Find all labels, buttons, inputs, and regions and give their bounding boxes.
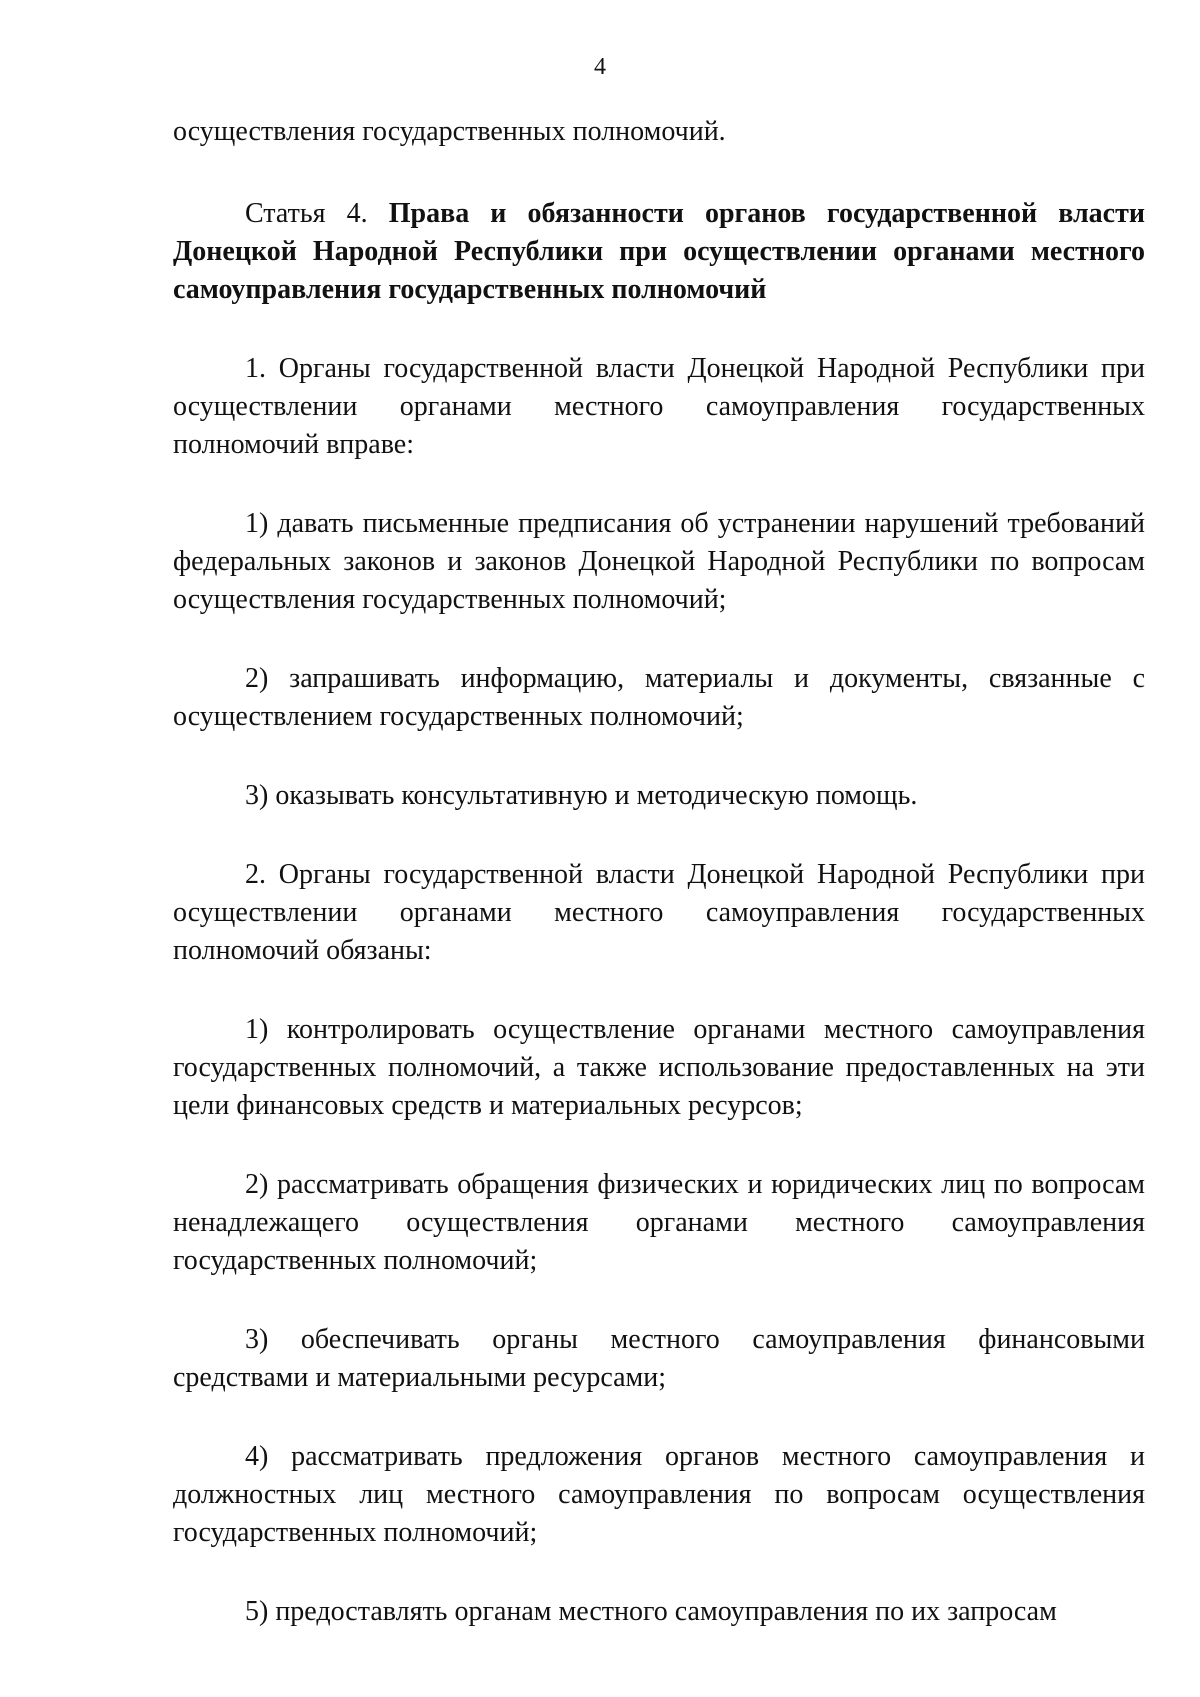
list-item-2-4: 4) рассматривать предложения органов местного самоуправления и должностных лиц местного самоуправления по вопросам осуществления государственных полномочий; xyxy=(173,1441,1145,1548)
article-number: Статья 4. xyxy=(245,198,389,229)
list-item-2-3: 3) обеспечивать органы местного самоуправления финансовыми средствами и материальными ресурсами; xyxy=(173,1324,1145,1393)
list-item-1-3: 3) оказывать консультативную и методическую помощь. xyxy=(245,780,918,811)
article-title: Права и обязанности органов государственной власти Донецкой Народной Республики при осуществлении органами местного самоуправления государственных полномочий xyxy=(173,198,1145,305)
list-item-2-1: 1) контролировать осуществление органами местного самоуправления государственных полномочий, а также использование предоставленных на эти цели финансовых средств и материальных ресурсов; xyxy=(173,1014,1145,1121)
list-item-1-2: 2) запрашивать информацию, материалы и документы, связанные с осуществлением государственных полномочий; xyxy=(173,663,1145,732)
list-item-2-2: 2) рассматривать обращения физических и юридических лиц по вопросам ненадлежащего осуществления органами местного самоуправления государственных полномочий; xyxy=(173,1169,1145,1276)
document-body xyxy=(173,113,1145,1631)
article-heading xyxy=(173,195,1145,309)
paragraph-2: 2. Органы государственной власти Донецкой Народной Республики при осуществлении органами местного самоуправления государственных полномочий обязаны: xyxy=(173,859,1145,966)
page-number: 4 xyxy=(594,54,606,80)
paragraph-1: 1. Органы государственной власти Донецкой Народной Республики при осуществлении органами местного самоуправления государственных полномочий вправе: xyxy=(173,353,1145,460)
list-item-2-5: 5) предоставлять органам местного самоуправления по их запросам xyxy=(245,1596,1057,1627)
continuation-text: осуществления государственных полномочий. xyxy=(173,116,726,147)
list-item-1-1: 1) давать письменные предписания об устранении нарушений требований федеральных законов и законов Донецкой Народной Республики по вопросам осуществления государственных полномочий; xyxy=(173,508,1145,615)
